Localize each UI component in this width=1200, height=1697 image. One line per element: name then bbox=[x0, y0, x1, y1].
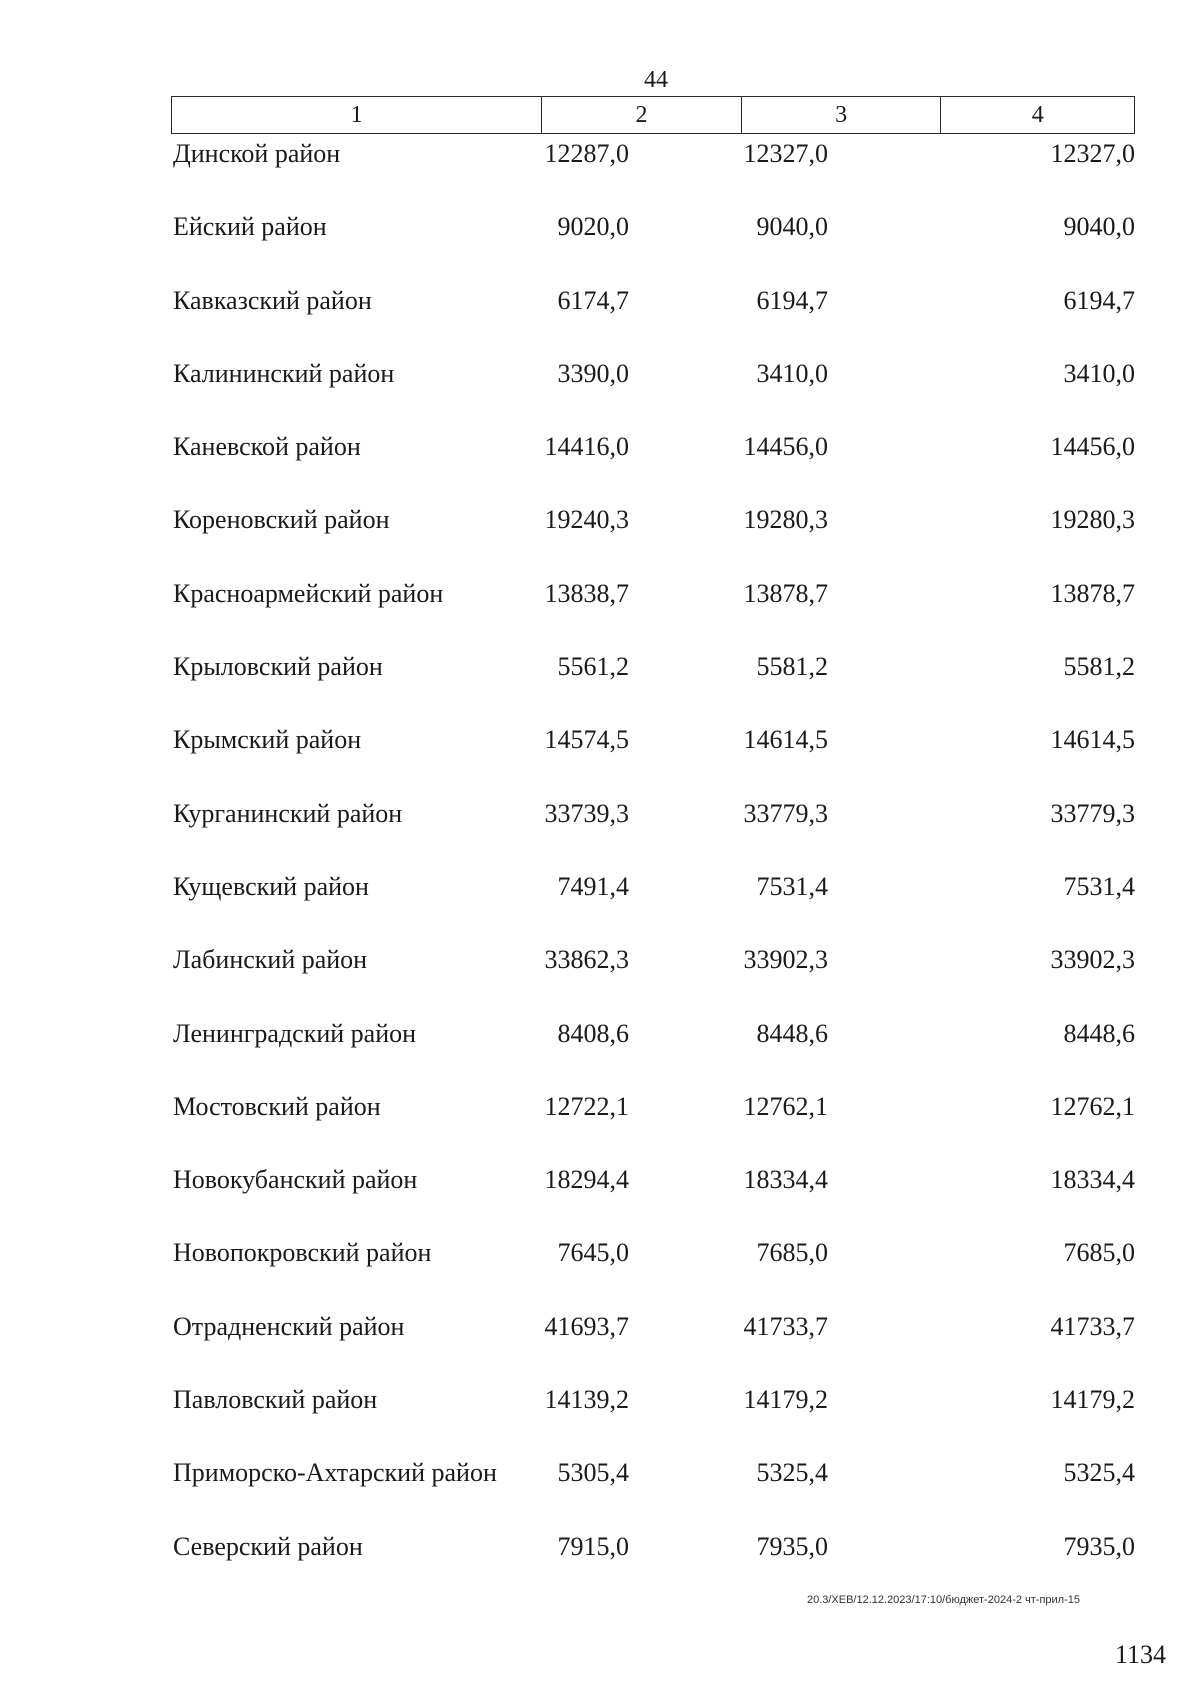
value-col-4: 6194,7 bbox=[1063, 285, 1135, 315]
value-col-4: 14456,0 bbox=[1050, 432, 1135, 462]
value-col-4: 5581,2 bbox=[1063, 652, 1135, 682]
value-col-4: 41733,7 bbox=[1050, 1311, 1135, 1341]
table-row bbox=[171, 1091, 1135, 1164]
table-row bbox=[171, 285, 1135, 358]
value-col-2: 33739,3 bbox=[544, 798, 629, 828]
value-col-3: 14179,2 bbox=[743, 1385, 828, 1415]
value-col-2: 8408,6 bbox=[557, 1018, 629, 1048]
value-col-3: 7531,4 bbox=[756, 871, 828, 901]
table-row bbox=[171, 871, 1135, 944]
value-col-2: 7491,4 bbox=[557, 871, 629, 901]
value-col-2: 7645,0 bbox=[557, 1238, 629, 1268]
table-row bbox=[171, 798, 1135, 871]
table-row bbox=[171, 1164, 1135, 1237]
value-col-3: 7685,0 bbox=[756, 1238, 828, 1268]
page-number-top: 44 bbox=[644, 67, 668, 93]
value-col-3: 9040,0 bbox=[756, 212, 828, 242]
table-row bbox=[171, 1531, 1135, 1604]
district-name: Ейский район bbox=[173, 212, 327, 242]
value-col-3: 41733,7 bbox=[743, 1311, 828, 1341]
value-col-2: 12287,0 bbox=[544, 139, 629, 168]
value-col-4: 12327,0 bbox=[1050, 139, 1135, 168]
value-col-4: 19280,3 bbox=[1050, 505, 1135, 535]
table-row bbox=[171, 1384, 1135, 1457]
value-col-3: 5581,2 bbox=[756, 652, 828, 682]
table-row bbox=[171, 358, 1135, 431]
value-col-4: 7935,0 bbox=[1063, 1531, 1135, 1561]
district-name: Новокубанский район bbox=[173, 1165, 418, 1195]
value-col-3: 3410,0 bbox=[756, 358, 828, 388]
table-row bbox=[171, 1237, 1135, 1310]
value-col-3: 19280,3 bbox=[743, 505, 828, 535]
district-name: Калининский район bbox=[173, 358, 395, 388]
district-name: Крыловский район bbox=[173, 652, 383, 682]
value-col-3: 12327,0 bbox=[743, 139, 828, 168]
table-row bbox=[171, 1457, 1135, 1530]
value-col-3: 14614,5 bbox=[743, 725, 828, 755]
table-row bbox=[171, 944, 1135, 1017]
value-col-2: 14574,5 bbox=[544, 725, 629, 755]
value-col-2: 19240,3 bbox=[544, 505, 629, 535]
value-col-2: 3390,0 bbox=[557, 358, 629, 388]
value-col-3: 12762,1 bbox=[743, 1091, 828, 1121]
value-col-3: 14456,0 bbox=[743, 432, 828, 462]
document-code: 20.3/ХЕВ/12.12.2023/17:10/бюджет-2024-2 чт-прил-15 bbox=[806, 1594, 1080, 1606]
value-col-4: 8448,6 bbox=[1063, 1018, 1135, 1048]
value-col-3: 5325,4 bbox=[756, 1458, 828, 1488]
value-col-3: 8448,6 bbox=[756, 1018, 828, 1048]
district-name: Приморско-Ахтарский район bbox=[173, 1458, 497, 1488]
value-col-4: 14614,5 bbox=[1050, 725, 1135, 755]
table-row bbox=[171, 1018, 1135, 1091]
value-col-2: 14139,2 bbox=[544, 1385, 629, 1415]
table-body bbox=[171, 138, 1135, 1604]
value-col-4: 7685,0 bbox=[1063, 1238, 1135, 1268]
table-row bbox=[171, 578, 1135, 651]
value-col-2: 9020,0 bbox=[557, 212, 629, 242]
value-col-4: 14179,2 bbox=[1050, 1385, 1135, 1415]
value-col-4: 33779,3 bbox=[1050, 798, 1135, 828]
value-col-2: 33862,3 bbox=[544, 945, 629, 975]
value-col-2: 14416,0 bbox=[544, 432, 629, 462]
value-col-3: 18334,4 bbox=[743, 1165, 828, 1195]
table-row bbox=[171, 138, 1135, 211]
value-col-2: 6174,7 bbox=[557, 285, 629, 315]
district-name: Динской район bbox=[173, 139, 341, 168]
value-col-2: 18294,4 bbox=[544, 1165, 629, 1195]
value-col-2: 5305,4 bbox=[557, 1458, 629, 1488]
district-name: Каневской район bbox=[173, 432, 361, 462]
value-col-4: 5325,4 bbox=[1063, 1458, 1135, 1488]
value-col-4: 33902,3 bbox=[1050, 945, 1135, 975]
table-row bbox=[171, 504, 1135, 577]
value-col-3: 13878,7 bbox=[743, 578, 828, 608]
district-name: Павловский район bbox=[173, 1385, 378, 1415]
table-row bbox=[171, 211, 1135, 284]
value-col-2: 7915,0 bbox=[557, 1531, 629, 1561]
district-name: Мостовский район bbox=[173, 1091, 381, 1121]
value-col-4: 12762,1 bbox=[1050, 1091, 1135, 1121]
table-row bbox=[171, 1311, 1135, 1384]
header-cell-2: 2 bbox=[541, 97, 741, 133]
district-name: Красноармейский район bbox=[173, 578, 444, 608]
district-name: Лабинский район bbox=[173, 945, 368, 975]
table-row bbox=[171, 724, 1135, 797]
value-col-4: 13878,7 bbox=[1050, 578, 1135, 608]
value-col-3: 6194,7 bbox=[756, 285, 828, 315]
value-col-2: 5561,2 bbox=[557, 652, 629, 682]
district-name: Ленинградский район bbox=[173, 1018, 417, 1048]
value-col-4: 18334,4 bbox=[1050, 1165, 1135, 1195]
district-name: Кавказский район bbox=[173, 285, 372, 315]
table-header bbox=[171, 96, 1135, 134]
value-col-3: 7935,0 bbox=[756, 1531, 828, 1561]
district-name: Кущевский район bbox=[173, 871, 369, 901]
district-name: Курганинский район bbox=[173, 798, 403, 828]
value-col-2: 12722,1 bbox=[544, 1091, 629, 1121]
value-col-4: 9040,0 bbox=[1063, 212, 1135, 242]
table-row bbox=[171, 431, 1135, 504]
page-number-bottom: 1134 bbox=[1114, 1640, 1166, 1669]
district-name: Северский район bbox=[173, 1531, 363, 1561]
header-cell-3: 3 bbox=[741, 97, 941, 133]
table-row bbox=[171, 651, 1135, 724]
district-name: Новопокровский район bbox=[173, 1238, 432, 1268]
value-col-4: 7531,4 bbox=[1063, 871, 1135, 901]
value-col-3: 33779,3 bbox=[743, 798, 828, 828]
district-name: Отрадненский район bbox=[173, 1311, 405, 1341]
value-col-2: 41693,7 bbox=[544, 1311, 629, 1341]
value-col-4: 3410,0 bbox=[1063, 358, 1135, 388]
district-name: Крымский район bbox=[173, 725, 362, 755]
value-col-2: 13838,7 bbox=[544, 578, 629, 608]
district-name: Кореновский район bbox=[173, 505, 390, 535]
header-cell-1: 1 bbox=[350, 102, 363, 128]
header-cell-4: 4 bbox=[940, 97, 1134, 133]
value-col-3: 33902,3 bbox=[743, 945, 828, 975]
